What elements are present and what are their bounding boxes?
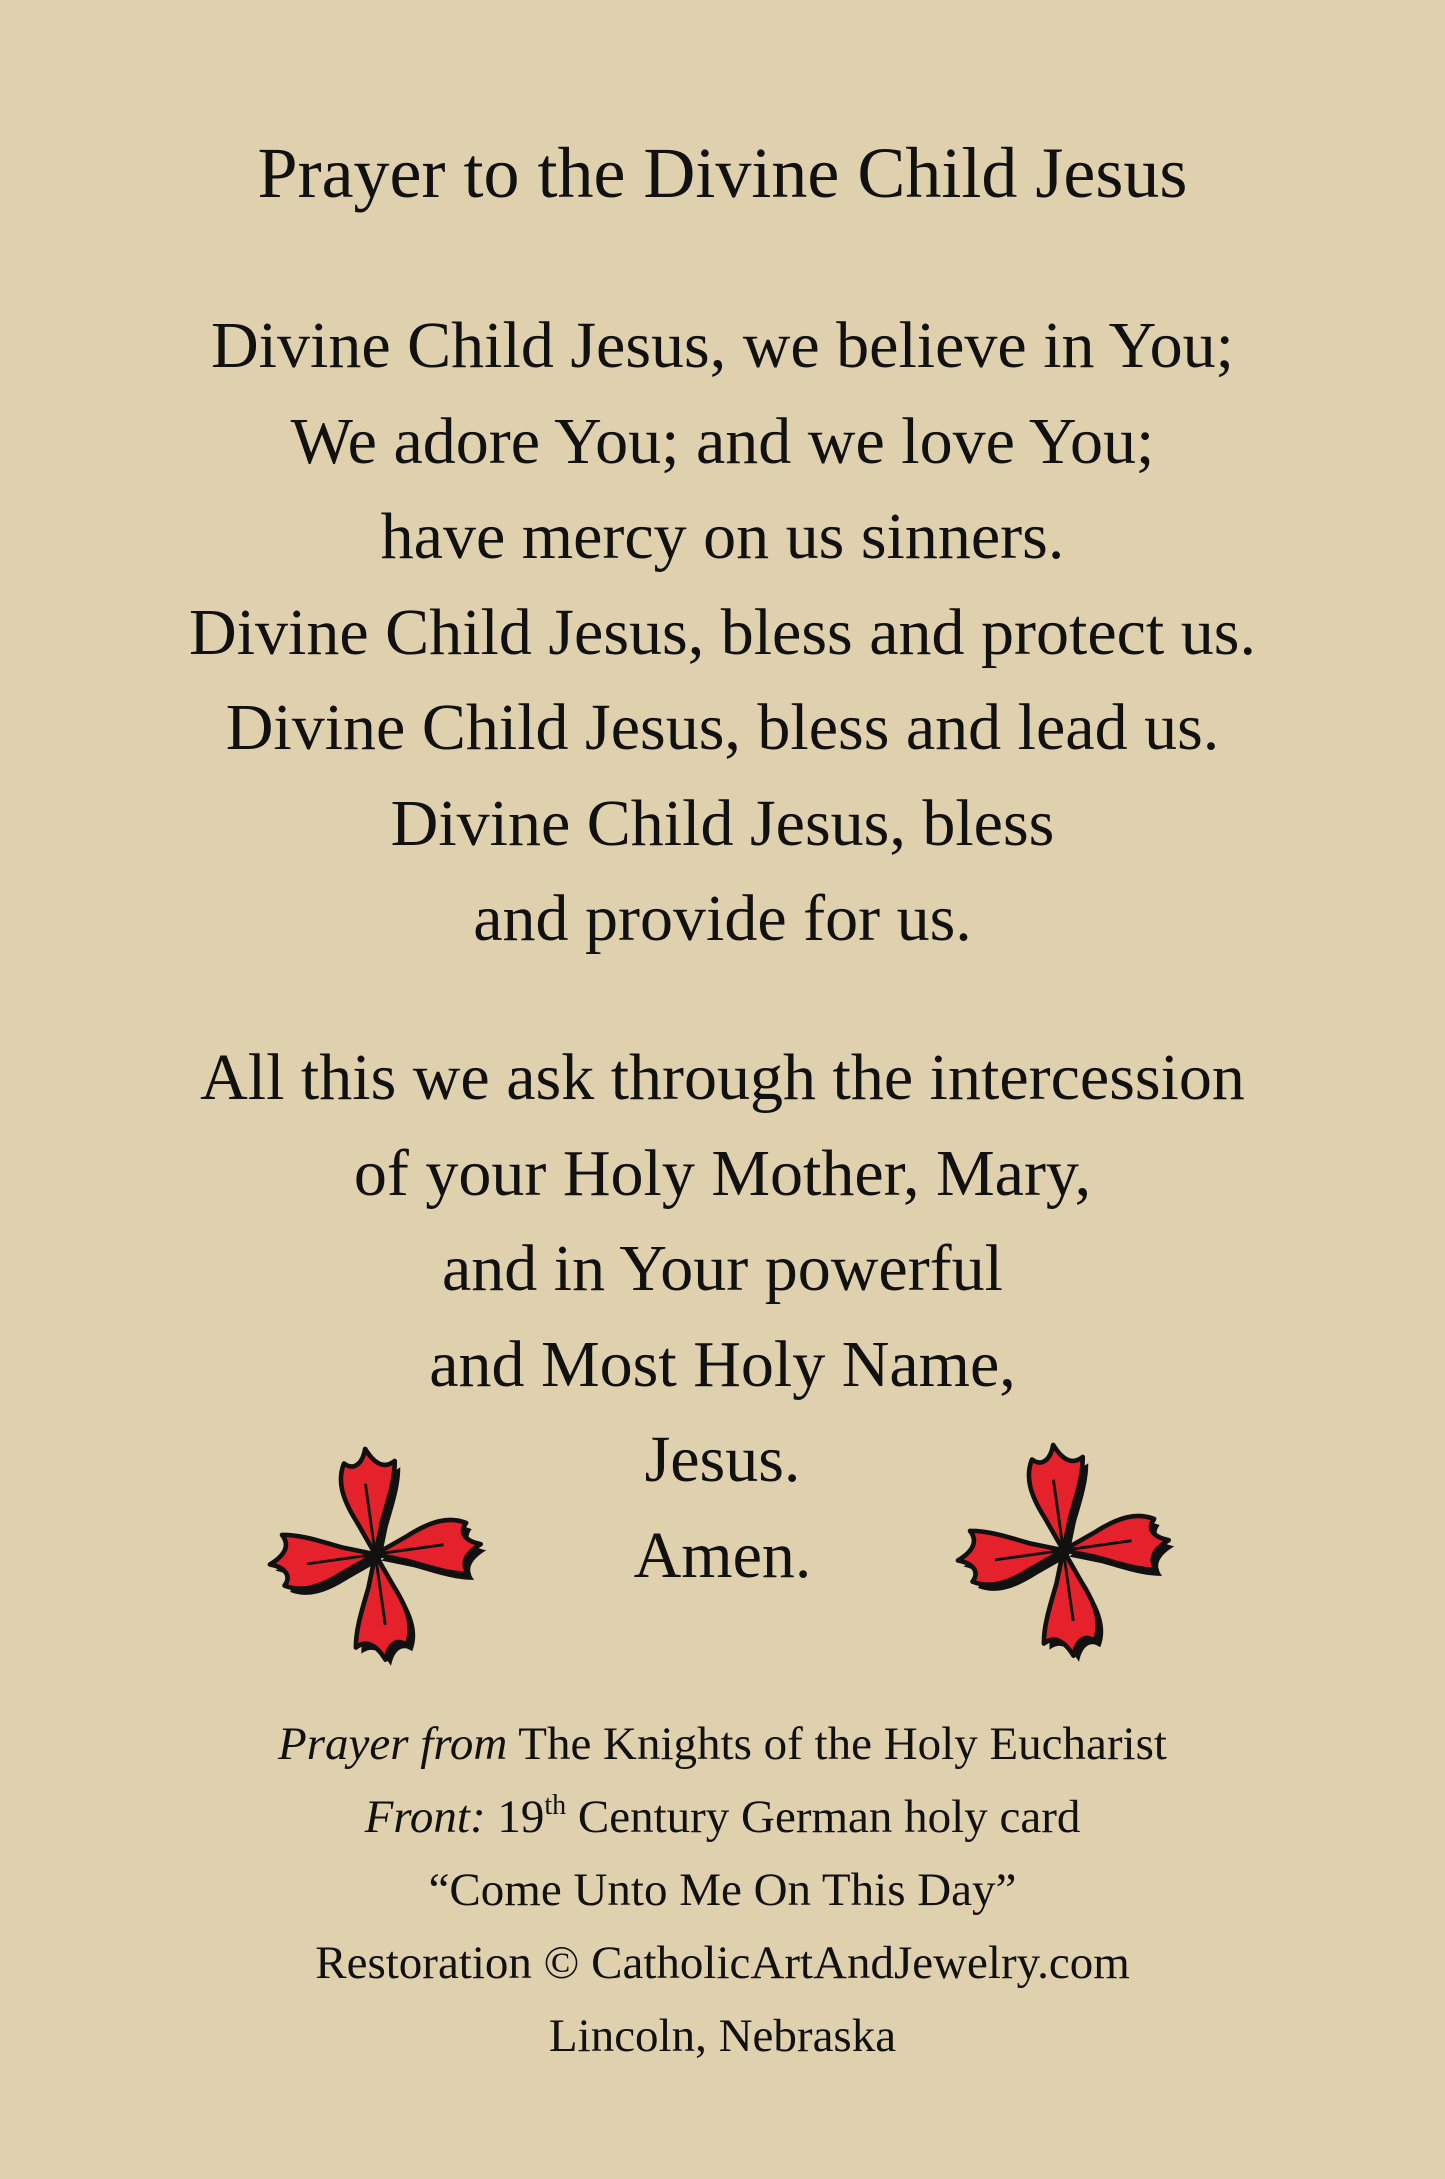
credit-text: Century German holy card [566, 1791, 1081, 1843]
credit-text: The Knights of the Holy Eucharist [507, 1718, 1167, 1770]
prayer-line: and provide for us. [473, 882, 972, 955]
credit-front-image [0, 1781, 1445, 1854]
prayer-line: have mercy on us sinners. [380, 500, 1065, 573]
prayer-stanza-2 [0, 1030, 1445, 1603]
credit-label: Front: [364, 1791, 486, 1843]
credit-text: 19 [485, 1791, 545, 1843]
prayer-line: Divine Child Jesus, bless and protect us. [189, 595, 1256, 669]
credit-label: Prayer from [278, 1718, 508, 1770]
prayer-stanza-1 [0, 298, 1445, 967]
credit-card-title: “Come Unto Me On This Day” [428, 1864, 1017, 1916]
credit-restoration: Restoration © CatholicArtAndJewelry.com [315, 1937, 1130, 1989]
prayer-line: Amen. [633, 1518, 812, 1592]
prayer-line: Divine Child Jesus, bless and lead us. [225, 691, 1220, 764]
credit-prayer-source [0, 1708, 1445, 1781]
credit-superscript: th [544, 1790, 567, 1821]
prayer-line: We adore You; and we love You; [290, 404, 1155, 478]
prayer-line: Divine Child Jesus, bless [390, 786, 1055, 860]
prayer-line: Divine Child Jesus, we believe in You; [211, 309, 1234, 382]
red-cross-pattee-icon [260, 1437, 490, 1667]
credits-block [0, 1708, 1445, 2073]
prayer-line: and in Your powerful [442, 1232, 1003, 1305]
prayer-line: and Most Holy Name, [429, 1327, 1016, 1401]
prayer-line: of your Holy Mother, Mary, [353, 1136, 1092, 1210]
prayer-line: Jesus. [644, 1423, 801, 1496]
prayer-line: All this we ask through the intercession [200, 1041, 1245, 1114]
red-cross-pattee-icon [948, 1433, 1178, 1663]
credit-location: Lincoln, Nebraska [548, 2010, 897, 2062]
prayer-title: Prayer to the Divine Child Jesus [257, 133, 1188, 213]
